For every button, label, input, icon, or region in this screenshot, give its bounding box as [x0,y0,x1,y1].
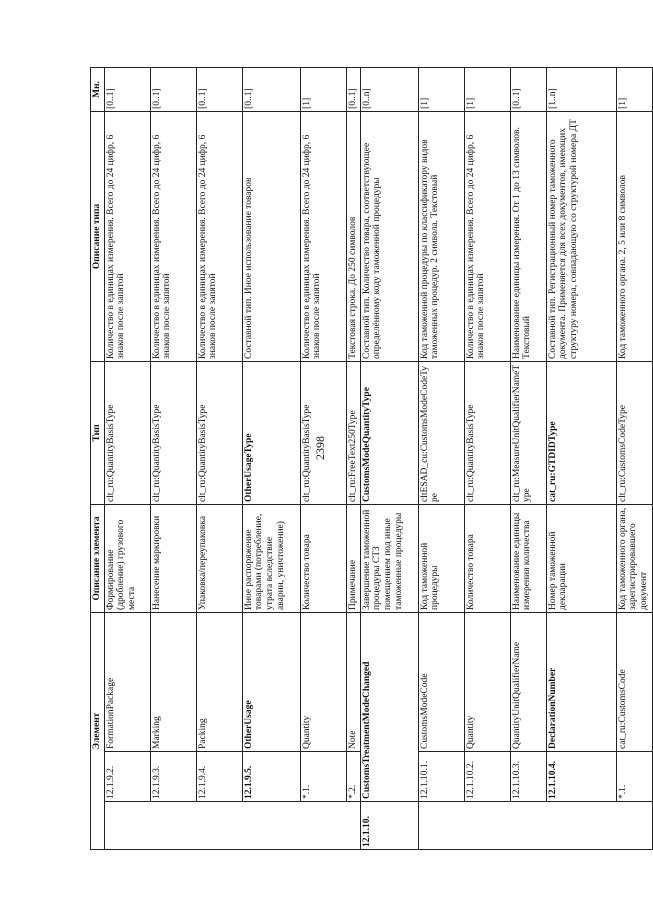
num-level1 [616,802,652,850]
element-type: clt_ru:QuantityBasisType [464,361,510,504]
type-description: Код таможенной процедуры по классификатору видов таможенных процедур. 2 символа. Текстовый [418,111,464,361]
num-level2: 12.1.9.5. [242,752,300,802]
multiplicity: [1] [616,67,652,111]
element-name: CustomsModeCode [418,612,464,751]
multiplicity: [1] [464,67,510,111]
multiplicity: [0..1] [242,67,300,111]
element-type: clt_ru:FreeText250Type [346,361,360,504]
type-description: Наименование единицы измерения. От 1 до 13 символов. Текстовый [510,111,546,361]
header-multiplicity: Мн. [91,67,105,111]
num-level1 [510,802,546,850]
element-type: cat_ru:GTDIDType [546,361,616,504]
table-row [418,67,464,849]
element-description: Количество товара [300,504,346,612]
element-name: QuantityUnitQualifierName [510,612,546,751]
num-level1 [464,802,510,850]
type-description: Составной тип. Количество товара, соответствующее определённому коду таможенной процедуры [360,111,418,361]
num-level1 [104,802,150,850]
multiplicity: [0..n] [360,67,418,111]
type-description: Код таможенного органа. 2, 5 или 8 символов [616,111,652,361]
num-level2: 12.1.10.2. [464,752,510,802]
element-description: Код таможенной процедуры [418,504,464,612]
type-description: Количество в единицах измерения. Всего до 24 цифр, 6 знаков после запятой [150,111,196,361]
type-description: Количество в единицах измерения. Всего до 24 цифр, 6 знаков после запятой [196,111,242,361]
num-level1 [196,802,242,850]
num-level2: *.1. [616,752,652,802]
num-level1 [418,802,464,850]
type-description: Составной тип. Регистрационный номер таможенного документа. Применяется для всех документов, имеющих структуру номера, совпадающую со структурой номера ДТ [546,111,616,361]
header-element: Элемент [91,612,105,849]
element-type: clt_ru:CustomsCodeType [616,361,652,504]
table-row [360,67,418,849]
num-level1 [150,802,196,850]
table-row [464,67,510,849]
element-description: Наименование единицы измерения количества [510,504,546,612]
element-description: Примечание [346,504,360,612]
element-name: Note [346,612,360,751]
multiplicity: [0..1] [346,67,360,111]
table-row [104,67,150,849]
type-description: Составной тип. Иное использование товаров [242,111,300,361]
table-header-row [91,67,105,849]
element-name: Quantity [464,612,510,751]
table-row [346,67,360,849]
element-type: clt_ru:QuantityBasisType [196,361,242,504]
element-description: Упаковка/переупаковка [196,504,242,612]
num-level2: 12.1.10.4. [546,752,616,802]
element-description: Формирование (дробление) грузового места [104,504,150,612]
multiplicity: [1] [300,67,346,111]
element-name: FormationPackage [104,612,150,751]
multiplicity: [1..n] [546,67,616,111]
rotated-table-container [90,68,649,850]
multiplicity: [0..1] [510,67,546,111]
element-description: Нанесение маркировки [150,504,196,612]
element-type: cltESAD_cu:CustomsModeCodeType [418,361,464,504]
type-description: Текстовая строка. До 250 символов [346,111,360,361]
element-name: Quantity [300,612,346,751]
element-description: Номер таможенной декларации [546,504,616,612]
element-name: CustomsTreatmentModeChanged [360,612,418,801]
num-level2: 12.1.9.4. [196,752,242,802]
num-level1 [546,802,616,850]
table-row [546,67,616,849]
multiplicity: [0..1] [104,67,150,111]
page-number: 2398 [313,436,327,460]
element-type: clt_ru:QuantityBasisType [150,361,196,504]
type-description: Количество в единицах измерения. Всего до 24 цифр, 6 знаков после запятой [464,111,510,361]
element-type: OtherUsageType [242,361,300,504]
num-level1 [242,802,300,850]
multiplicity: [1] [418,67,464,111]
element-name: Packing [196,612,242,751]
num-level1 [346,802,360,850]
element-name: cat_ru:CustomsCode [616,612,652,751]
num-level2: 12.1.9.2. [104,752,150,802]
table-row [300,67,346,849]
header-type-description: Описание типа [91,111,105,361]
table-row [616,67,652,849]
multiplicity: [0..1] [150,67,196,111]
element-type: clt_ru:QuantityBasisType [300,361,346,504]
multiplicity: [0..1] [196,67,242,111]
element-name: Marking [150,612,196,751]
num-level2: 12.1.10.3. [510,752,546,802]
element-description: Завершение таможенной процедуры СТЗ помещением под иные таможенные процедуры [360,504,418,612]
header-description: Описание элемента [91,504,105,612]
element-type: clt_ru:MeasureUnitQualifierNameType [510,361,546,504]
num-level1 [300,802,346,850]
num-level1: 12.1.10. [360,802,418,850]
element-type: CustomsModeQuantityType [360,361,418,504]
spec-table [90,67,653,850]
element-description: Количество товара [464,504,510,612]
num-level2: 12.1.9.3. [150,752,196,802]
num-level2: *.2. [346,752,360,802]
element-name: DeclarationNumber [546,612,616,751]
element-description: Код таможенного органа, зарегистрировавшего документ [616,504,652,612]
type-description: Количество в единицах измерения. Всего до 24 цифр, 6 знаков после запятой [104,111,150,361]
element-description: Иное распоряжение товарами (потребление, утрата вследствие аварии, уничтожение) [242,504,300,612]
num-level2: *.1. [300,752,346,802]
table-row [150,67,196,849]
num-level2: 12.1.10.1. [418,752,464,802]
header-type: Тип [91,361,105,504]
element-name: OtherUsage [242,612,300,751]
type-description: Количество в единицах измерения. Всего до 24 цифр, 6 знаков после запятой [300,111,346,361]
table-row [510,67,546,849]
table-row [242,67,300,849]
table-row [196,67,242,849]
element-type: clt_ru:QuantityBasisType [104,361,150,504]
